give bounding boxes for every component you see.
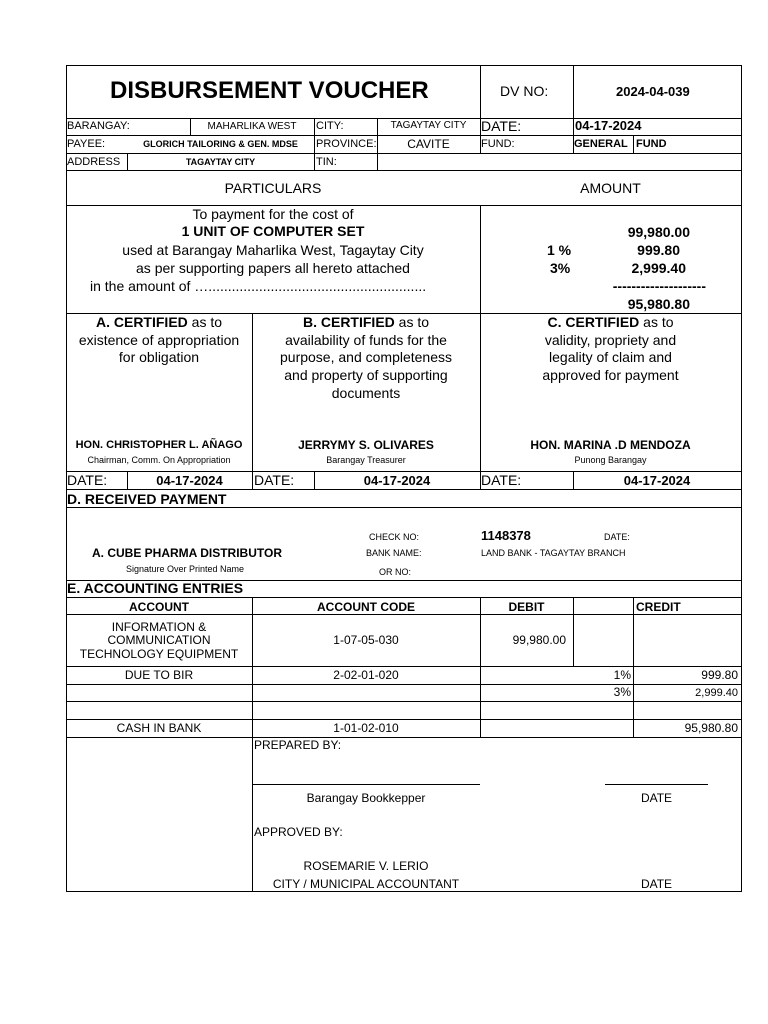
bank-name-label: BANK NAME: [366, 548, 422, 558]
cert-b-line-3: and property of supporting [284, 367, 448, 383]
approved-by-label: APPROVED BY: [254, 825, 343, 839]
cert-c-date-label: DATE: [481, 472, 522, 488]
cert-c-name: HON. MARINA .D MENDOZA [530, 438, 691, 452]
dv-no-label: DV NO: [500, 83, 549, 99]
col-debit-header: DEBIT [508, 600, 545, 614]
date-label: DATE: [481, 118, 522, 134]
col-code-header: ACCOUNT CODE [317, 600, 415, 614]
payee-label: PAYEE: [67, 138, 106, 150]
cert-c-date: 04-17-2024 [623, 473, 691, 488]
cert-a-position: Chairman, Comm. On Appropriation [87, 455, 231, 465]
barangay-value: MAHARLIKA WEST [207, 121, 297, 132]
date-value: 04-17-2024 [575, 118, 642, 133]
cert-b-line-4: documents [331, 385, 401, 401]
cert-c-position: Punong Barangay [574, 455, 647, 465]
amount-net: 95,980.80 [627, 296, 690, 312]
cert-b-date-label: DATE: [254, 472, 295, 488]
row2-rate: 1% [613, 668, 631, 682]
cert-c-line-3: approved for payment [542, 367, 679, 383]
approved-date-label: DATE [640, 877, 673, 891]
cert-a-name: HON. CHRISTOPHER L. AÑAGO [75, 439, 243, 451]
voucher-title: DISBURSEMENT VOUCHER [110, 77, 429, 104]
tax1-rate: 1 % [547, 242, 572, 258]
cert-a-heading: A. CERTIFIED as to [95, 314, 223, 330]
received-payment-title: D. RECEIVED PAYMENT [67, 491, 227, 507]
cert-b-date: 04-17-2024 [363, 473, 431, 488]
payee-value: GLORICH TAILORING & GEN. MDSE [143, 139, 298, 149]
row1-code: 1-07-05-030 [333, 633, 399, 647]
col-credit-header: CREDIT [636, 600, 681, 614]
dv-no-value: 2024-04-039 [616, 84, 690, 99]
row1-account-line-2: COMMUNICATION [107, 633, 211, 647]
cert-b-position: Barangay Treasurer [326, 455, 406, 465]
city-value: TAGAYTAY CITY [390, 120, 467, 131]
check-no-label: CHECK NO: [369, 532, 420, 542]
row4-code: 1-01-02-010 [333, 721, 399, 735]
check-no-value: 1148378 [481, 528, 531, 543]
row2-code: 2-02-01-020 [333, 668, 399, 682]
fund-value-1: GENERAL [574, 138, 628, 150]
particulars-line-5: in the amount of …........................................................ [90, 278, 427, 294]
row3-rate: 3% [613, 685, 631, 699]
prepared-date-label: DATE [640, 791, 673, 805]
cert-a-line-2: for obligation [118, 349, 200, 365]
approver-role: CITY / MUNICIPAL ACCOUNTANT [272, 877, 460, 891]
amount-separator: -------------------- [612, 278, 706, 294]
row1-account-line-1: INFORMATION & [111, 620, 207, 634]
row1-account-line-3: TECHNOLOGY EQUIPMENT [79, 647, 239, 661]
accounting-title: E. ACCOUNTING ENTRIES [67, 580, 244, 596]
received-date-label: DATE: [604, 532, 630, 542]
address-value: TAGAYTAY CITY [185, 157, 256, 167]
tax2-amount: 2,999.40 [631, 260, 686, 276]
received-payee: A. CUBE PHARMA DISTRIBUTOR [92, 546, 283, 560]
row2-credit: 999.80 [701, 668, 738, 682]
cert-b-line-1: availability of funds for the [285, 332, 447, 348]
particulars-line-4: as per supporting papers all hereto attached [136, 260, 410, 276]
cert-c-line-2: legality of claim and [549, 349, 672, 365]
approver-name: ROSEMARIE V. LERIO [303, 859, 429, 873]
tax1-amount: 999.80 [637, 242, 680, 258]
prepared-role: Barangay Bookkepper [306, 791, 426, 805]
row2-account: DUE TO BIR [124, 668, 194, 682]
row1-debit: 99,980.00 [512, 633, 566, 647]
address-label: ADDRESS [67, 156, 121, 168]
particulars-line-2: 1 UNIT OF COMPUTER SET [181, 223, 365, 239]
tin-label: TIN: [316, 156, 337, 168]
prepared-by-label: PREPARED BY: [254, 738, 342, 752]
row3-credit: 2,999.40 [695, 687, 738, 699]
particulars-line-3: used at Barangay Maharlika West, Tagaytay City [122, 242, 424, 258]
signature-label: Signature Over Printed Name [126, 564, 245, 574]
col-account-header: ACCOUNT [129, 600, 189, 614]
cert-c-heading: C. CERTIFIED as to [547, 314, 674, 330]
row4-credit: 95,980.80 [684, 721, 738, 735]
cert-a-date-label: DATE: [67, 472, 108, 488]
amount-gross: 99,980.00 [627, 224, 690, 240]
cert-c-line-1: validity, propriety and [544, 332, 677, 348]
province-value: CAVITE [407, 137, 450, 151]
province-label: PROVINCE: [316, 138, 377, 150]
particulars-header: PARTICULARS [224, 180, 322, 196]
bank-name-value: LAND BANK - TAGAYTAY BRANCH [481, 548, 626, 558]
cert-b-line-2: purpose, and completeness [280, 349, 452, 365]
amount-header: AMOUNT [580, 180, 641, 196]
fund-value-2: FUND [636, 138, 667, 150]
tax2-rate: 3% [550, 260, 571, 276]
city-label: CITY: [316, 120, 344, 132]
barangay-label: BARANGAY: [67, 120, 130, 132]
cert-b-name: JERRYMY S. OLIVARES [298, 438, 434, 452]
or-no-label: OR NO: [379, 567, 412, 577]
particulars-line-1: To payment for the cost of [192, 206, 354, 222]
cert-a-date: 04-17-2024 [156, 473, 223, 488]
row4-account: CASH IN BANK [116, 721, 202, 735]
cert-b-heading: B. CERTIFIED as to [302, 314, 430, 330]
fund-label: FUND: [481, 138, 515, 150]
cert-a-line-1: existence of appropriation [78, 332, 240, 348]
